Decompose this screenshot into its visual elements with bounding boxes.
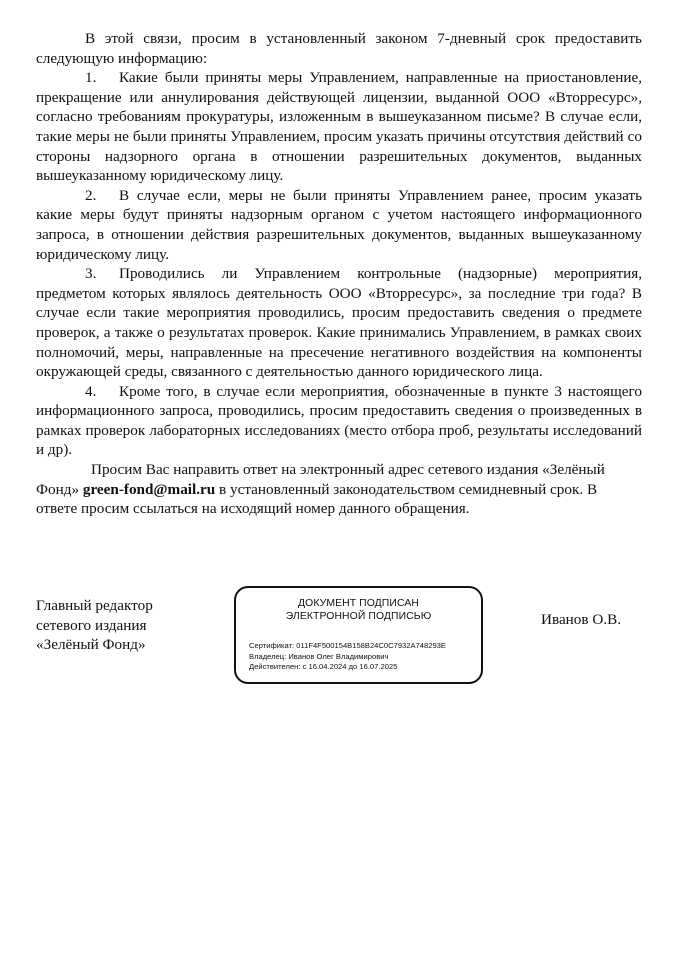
- list-item-text: Кроме того, в случае если мероприятия, обозначенные в пункте 3 настоящего информационного запроса, проводились, просим предоставить сведения о произведенных в рамках проверок лабораторных исследованиях (место отбора проб, результаты исследований и др).: [36, 382, 642, 459]
- closing-text-end: в установленный законодательством семидневный срок. В ответе просим ссылаться на исходящий номер данного обращения.: [36, 480, 598, 518]
- stamp-title-line: ДОКУМЕНТ ПОДПИСАН: [298, 598, 419, 609]
- list-item-number: 2.: [85, 186, 97, 204]
- signer-name: Иванов О.В.: [541, 611, 622, 628]
- list-item-text: В случае если, меры не были приняты Управлением ранее, просим указать какие меры будут приняты надзорным органом с учетом настоящего информационного запроса, в отношении действия разрешительных документов, выданных вышеуказанному юридическому лицу.: [36, 186, 642, 263]
- list-item-number: 3.: [85, 265, 97, 283]
- list-item: [36, 382, 642, 460]
- stamp-owner: Владелец: Иванов Олег Владимирович: [249, 651, 389, 661]
- list-item-text: Какие были приняты меры Управлением, направленные на приостановление, прекращение или аннулирования действующей лицензии, выданной ООО «Вторресурс», согласно требованиям прокуратуры, изложенным в вышеуказанном письме? В случае если, такие меры не были приняты Управлением, просим указать причины отсутствия действий со стороны надзорного органа в отношении разрешительных документов, выданных вышеуказанному юридическому лицу.: [36, 69, 642, 185]
- closing-paragraph: [36, 460, 642, 519]
- signer-position: [36, 596, 153, 655]
- email-address: green-fond@mail.ru: [82, 480, 216, 498]
- intro-paragraph: В этой связи, просим в установленный законом 7-дневный срок предоставить следующую информацию:: [36, 30, 642, 67]
- stamp-certificate: Сертификат: 011F4F500154B158B24C0C7932A748293E: [249, 641, 446, 650]
- list-item: [36, 186, 642, 264]
- list-item-number: 1.: [85, 69, 97, 87]
- letter-body: [36, 29, 642, 519]
- signer-position-line: сетевого издания: [36, 616, 147, 634]
- signer-position-line: «Зелёный Фонд»: [36, 636, 146, 653]
- stamp-title-line: ЭЛЕКТРОННОЙ ПОДПИСЬЮ: [285, 611, 432, 622]
- list-item: [36, 264, 642, 382]
- stamp-details: [249, 641, 446, 673]
- list-item-text: Проводились ли Управлением контрольные (надзорные) мероприятия, предметом которых являлось деятельность ООО «Вторресурс», за последние три года? В случае если такие мероприятия проводились, просим предоставить сведения о предмете проверок, а также о результатах проверок. Какие принимались Управлением, в рамках своих полномочий, меры, направленные на пресечение негативного воздействия на компоненты окружающей среды, связанного с деятельностью данного юридического лица.: [36, 265, 642, 381]
- list-item-number: 4.: [85, 382, 97, 400]
- list-item: [36, 68, 642, 186]
- stamp-title: [236, 597, 481, 623]
- closing-text-start: Просим Вас направить ответ на электронный адрес сетевого издания «Зелёный Фонд»: [36, 461, 605, 498]
- signer-position-line: Главный редактор: [36, 597, 153, 614]
- stamp-validity: Действителен: с 16.04.2024 до 16.07.2025: [249, 662, 398, 672]
- electronic-signature-stamp: [234, 586, 483, 684]
